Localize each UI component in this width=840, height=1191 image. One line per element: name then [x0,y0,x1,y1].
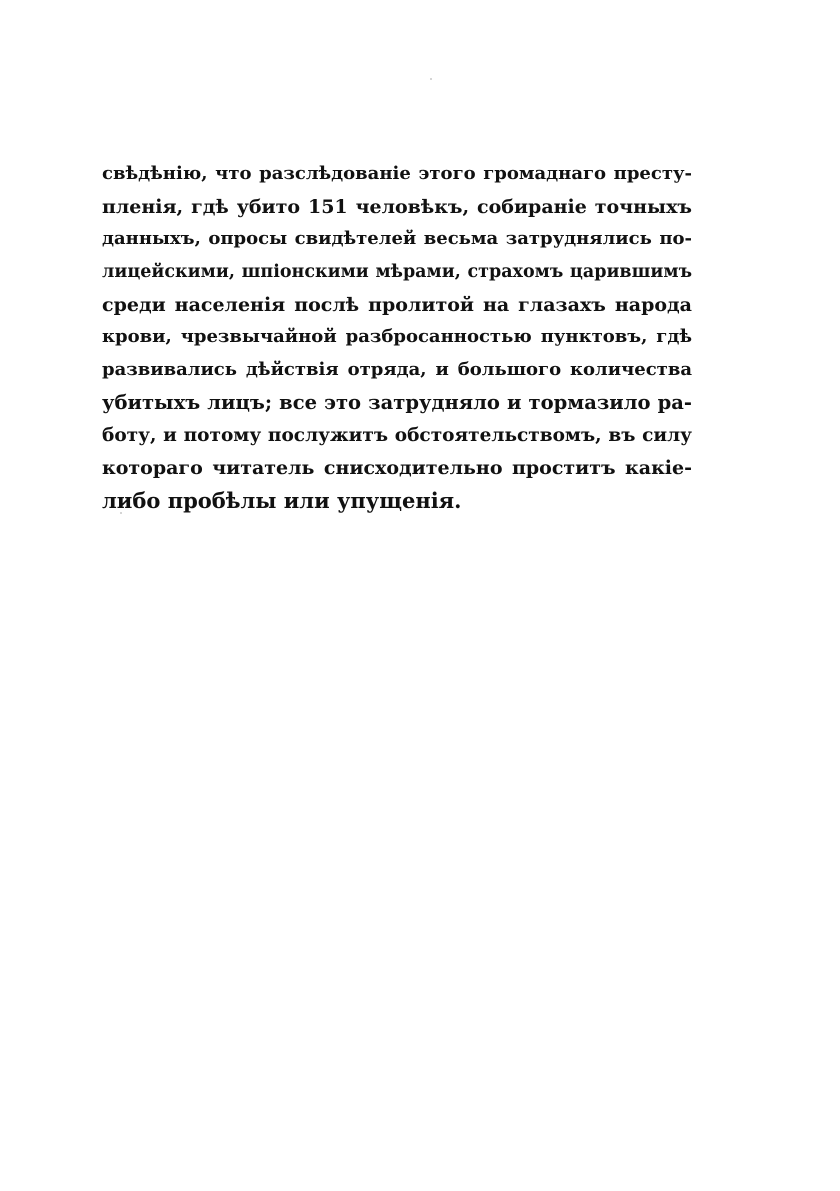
text-line: крови, чрезвычайной разбросанностью пунктовъ, гдѣ [102,326,692,348]
text-line: развивались дѣйствія отряда, и большого количества [102,359,692,381]
text-line: либо пробѣлы или упущенія. [102,487,462,513]
body-paragraph [102,158,692,518]
text-line: лицейскими, шпіонскими мѣрами, страхомъ царившимъ [102,262,692,283]
text-line: среди населенія послѣ пролитой на глазахъ народа [102,293,692,316]
text-line: убитыхъ лицъ; все это затрудняло и тормазило ра- [102,390,692,414]
paper-speck [430,78,432,80]
text-line: боту, и потому послужитъ обстоятельствомъ, въ силу [102,424,692,446]
text-line: котораго читатель снисходительно проститъ какіе- [102,457,692,480]
text-line: пленія, гдѣ убито 151 человѣкъ, собираніе точныхъ [102,195,692,218]
text-line: данныхъ, опросы свидѣтелей весьма затруднялись по- [102,228,692,250]
text-line: свѣдѣнію, что разслѣдованіе этого громаднаго престу- [102,163,692,184]
